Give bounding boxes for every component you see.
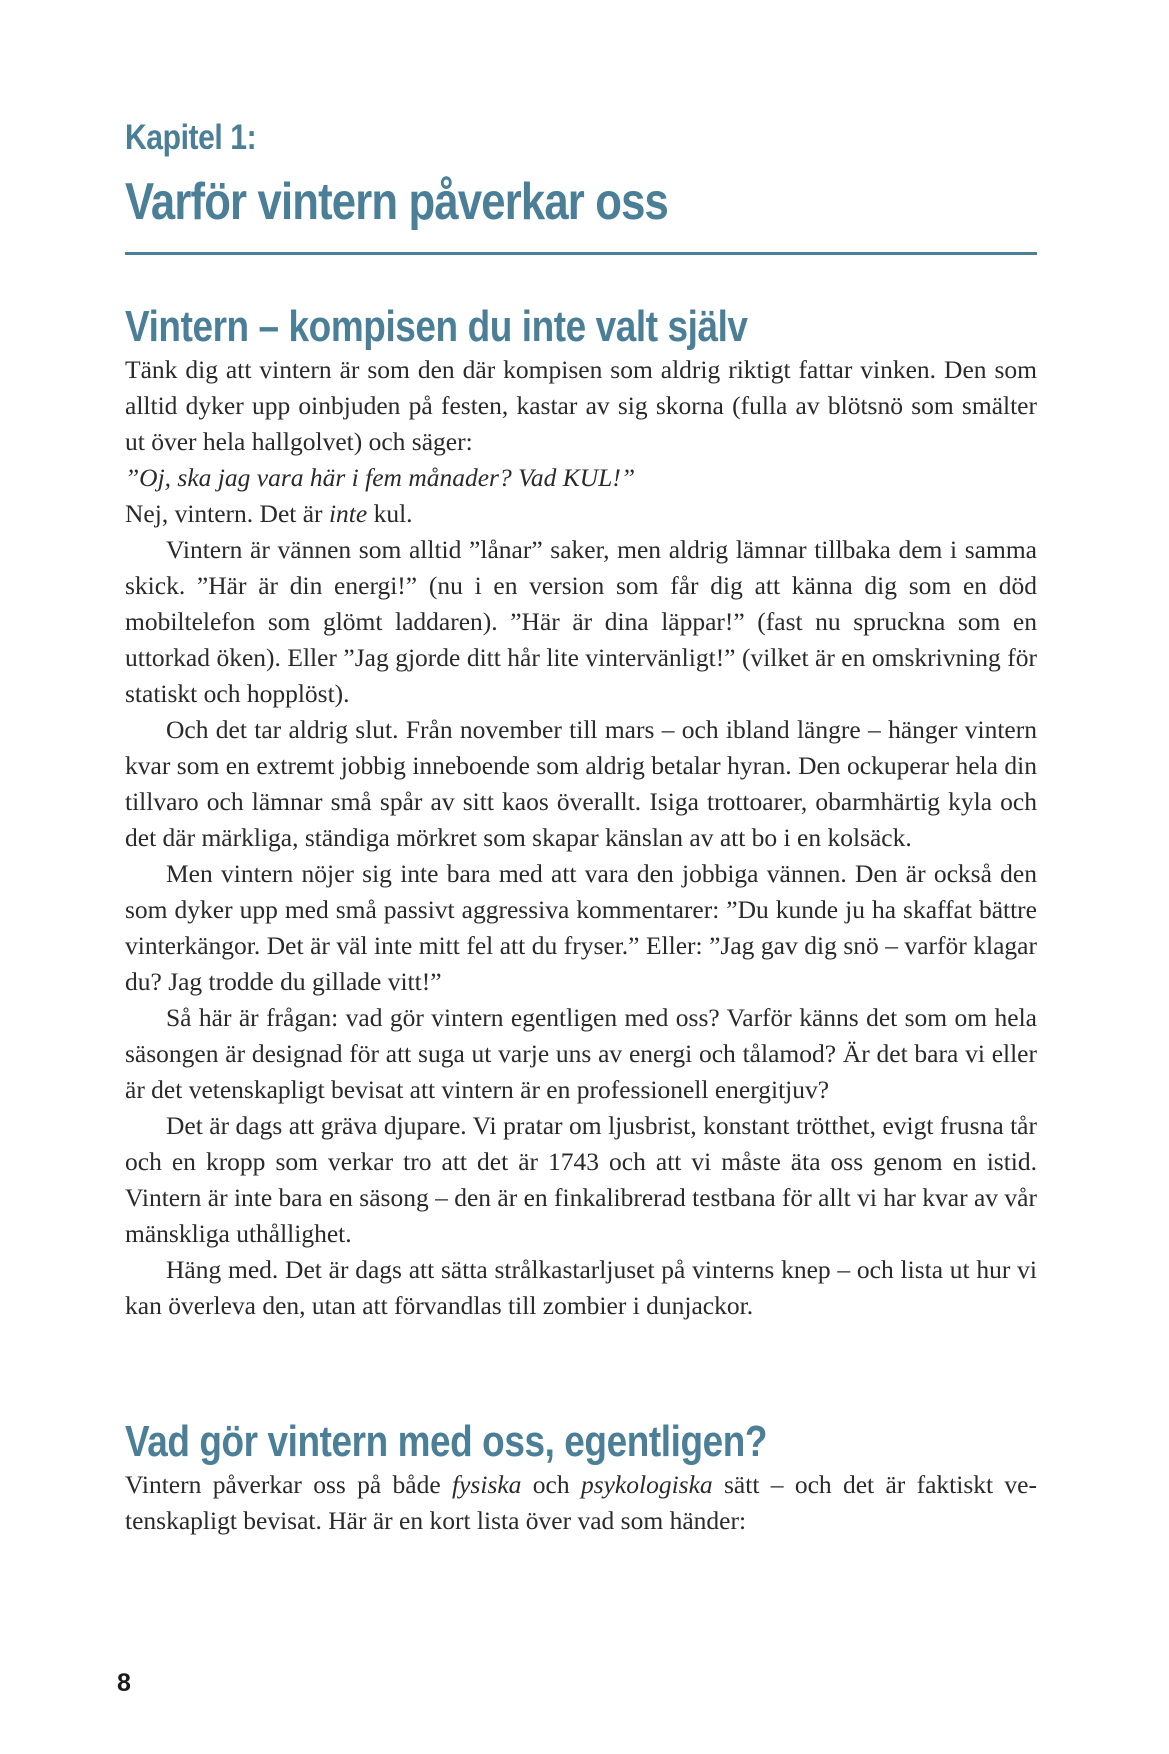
paragraph-9 <box>125 1467 1037 1539</box>
paragraph-7: Det är dags att gräva djupare. Vi pratar om ljusbrist, konstant trötthet, evigt frusna tår och en kropp som verkar tro att det är 1743 och att vi måste äta oss genom en istid. Vintern är inte bara en säsong – den är en finkalibrerad testbana för allt vi har kvar av vår mänskliga uthållighet. <box>125 1111 1037 1248</box>
page-number: 8 <box>117 1669 131 1697</box>
paragraph-6: Så här är frågan: vad gör vintern egentligen med oss? Varför känns det som om hela säsongen är designad för att suga ut varje uns av energi och tålamod? Är det bara vi eller är det vetenskapligt bevisat att vintern är en professionell energitjuv? <box>125 1003 1037 1104</box>
section-1-body <box>125 352 1037 1324</box>
paragraph-4: Och det tar aldrig slut. Från november till mars – och ibland längre – hänger vintern kvar som en extremt jobbig inneboende som aldrig betalar hyran. Den ockuperar hela din tillvaro och lämnar små spår av sitt kaos överallt. Isiga trottoarer, obarmhärtig kyla och det där märkliga, ständiga mörkret som skapar känslan av att bo i en kolsäck. <box>125 715 1037 852</box>
chapter-divider <box>125 252 1037 255</box>
paragraph-2-start: Nej, vintern. Det är <box>125 499 329 528</box>
section-heading-2: Vad gör vintern med oss, egentligen? <box>125 1417 768 1466</box>
quote-line: ”Oj, ska jag vara här i fem månader? Vad KUL!” <box>125 463 636 492</box>
paragraph-3: Vintern är vännen som alltid ”lånar” saker, men aldrig lämnar tillbaka dem i samma skick. ”Här är din energi!” (nu i en version som får dig att känna dig som en död mobiltelefon som glömt laddaren). ”Här är dina läppar!” (fast nu spruckna som en uttorkad öken). Eller ”Jag gjorde ditt hår lite vintervänligt!” (vilket är en omskrivning för statiskt och hopplöst). <box>125 535 1037 708</box>
emphasis-fysiska: fysiska <box>452 1470 522 1499</box>
emphasis-psykologiska: psykologiska <box>580 1470 713 1499</box>
paragraph-8: Häng med. Det är dags att sätta strålkastarljuset på vinterns knep – och lista ut hur vi kan överleva den, utan att förvandlas till zombier i dunjackor. <box>125 1255 1037 1320</box>
section-2-body <box>125 1467 1037 1539</box>
paragraph-2-end: kul. <box>367 499 413 528</box>
chapter-label: Kapitel 1: <box>125 118 257 157</box>
emphasis-inte: inte <box>328 499 368 528</box>
paragraph-5: Men vintern nöjer sig inte bara med att vara den jobbiga vännen. Den är också den som dyker upp med små passivt aggressiva kommentarer: ”Du kunde ju ha skaffat bättre vinterkängor. Det är väl inte mitt fel att du fryser.” Eller: ”Jag gav dig snö – varför klagar du? Jag trodde du gillade vitt!” <box>125 859 1037 996</box>
paragraph-2 <box>125 496 1037 532</box>
section-heading-1: Vintern – kompisen du inte valt själv <box>125 302 748 351</box>
chapter-title: Varför vintern påverkar oss <box>125 173 669 231</box>
paragraph-9-c: sätt – och det är faktiskt vetenskapligt bevisat. Här är en kort lista över vad som händer: <box>125 1470 1038 1535</box>
paragraph-1: Tänk dig att vintern är som den där kompisen som aldrig riktigt fattar vinken. Den som alltid dyker upp oinbjuden på festen, kastar av sig skorna (fulla av blötsnö som smälter ut över hela hallgolvet) och säger: <box>125 355 1037 456</box>
paragraph-9-a: Vintern påverkar oss på både <box>125 1470 453 1499</box>
paragraph-9-b: och <box>521 1470 581 1499</box>
